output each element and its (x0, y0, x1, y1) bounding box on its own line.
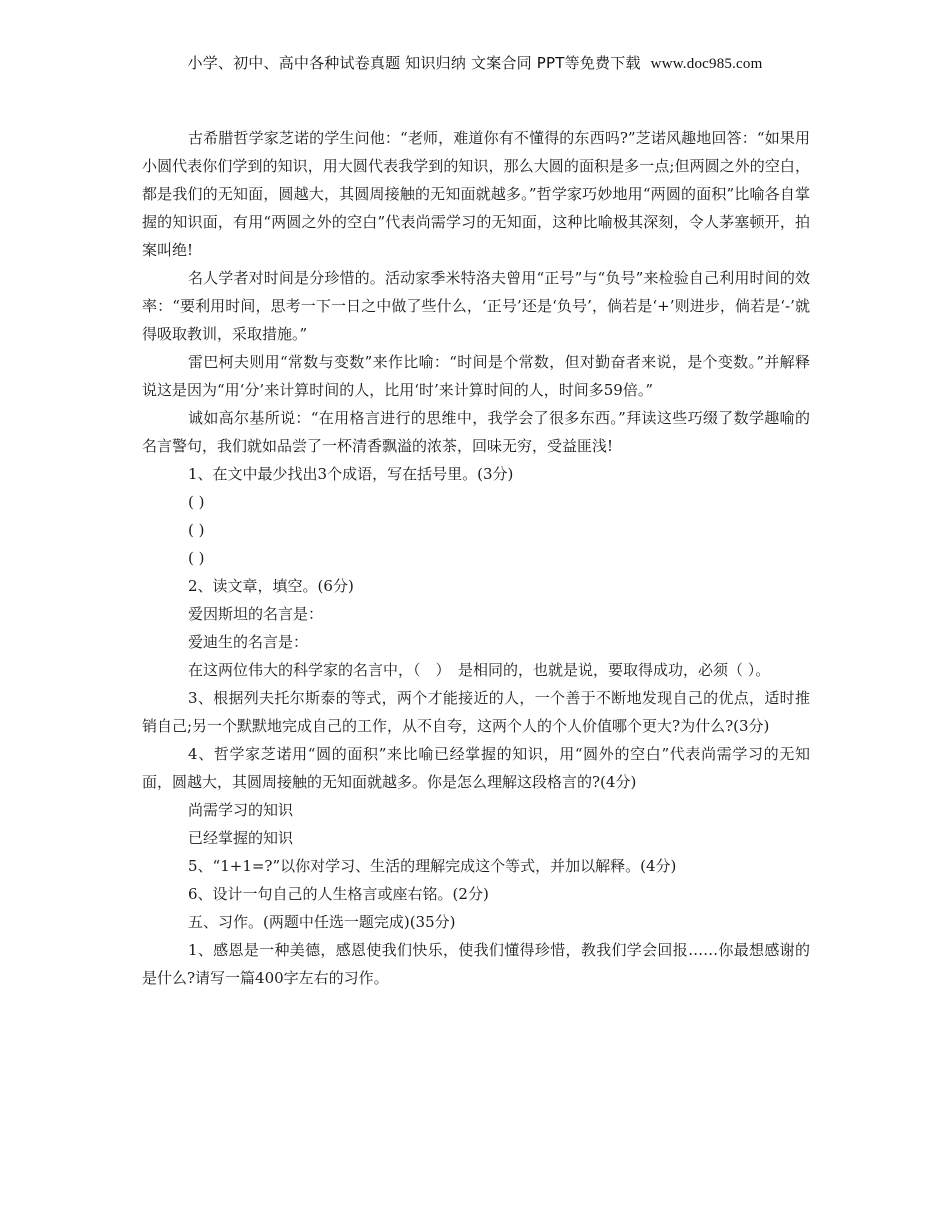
question-2-fill: 在这两位伟大的科学家的名言中，（ ） 是相同的，也就是说，要取得成功，必须（ ）。 (188, 661, 771, 679)
header-text: 小学、初中、高中各种试卷真题 知识归纳 文案合同 PPT等免费下载 (187, 54, 641, 72)
document-body (142, 124, 810, 992)
question-5: 5、“1+1=?”以你对学习、生活的理解完成这个等式，并加以解释。(4分) (188, 857, 677, 875)
article-paragraph-4: 诚如高尔基所说：“在用格言进行的思维中，我学会了很多东西。”拜读这些巧缀了数学趣喻的名言警句，我们就如品尝了一杯清香飘溢的浓茶，回味无穷，受益匪浅! (142, 409, 810, 455)
article-paragraph-1: 古希腊哲学家芝诺的学生问他：“老师，难道你有不懂得的东西吗?”芝诺风趣地回答：“如果用小圆代表你们学到的知识，用大圆代表我学到的知识，那么大圆的面积是多一点;但两圆之外的空白，都是我们的无知面，圆越大，其圆周接触的无知面就越多。”哲学家巧妙地用“两圆的面积”比喻各自掌握的知识面，有用“两圆之外的空白”代表尚需学习的无知面，这种比喻极其深刻，令人茅塞顿开，拍案叫绝! (142, 129, 810, 259)
question-3: 3、根据列夫托尔斯泰的等式，两个才能接近的人，一个善于不断地发现自己的优点，适时推销自己;另一个默默地完成自己的工作，从不自夸，这两个人的个人价值哪个更大?为什么?(3分) (142, 689, 810, 735)
question-6: 6、设计一句自己的人生格言或座右铭。(2分) (188, 885, 489, 903)
section-5-task-1: 1、感恩是一种美德，感恩使我们快乐，使我们懂得珍惜，教我们学会回报……你最想感谢的是什么?请写一篇400字左右的习作。 (142, 941, 810, 987)
article-paragraph-2: 名人学者对时间是分珍惜的。活动家季米特洛夫曾用“正号”与“负号”来检验自己利用时间的效率：“要利用时间，思考一下一日之中做了些什么，‘正号’还是‘负号’，倘若是‘+’则进步，倘若是‘-’就得吸取教训，采取措施。” (142, 269, 810, 343)
question-2-einstein: 爱因斯坦的名言是： (188, 605, 324, 623)
article-paragraph-3: 雷巴柯夫则用“常数与变数”来作比喻：“时间是个常数，但对勤奋者来说，是个变数。”并解释说这是因为“用‘分’来计算时间的人，比用‘时’来计算时间的人，时间多59倍。” (142, 353, 810, 399)
section-5-title: 五、习作。(两题中任选一题完成)(35分) (188, 913, 456, 931)
question-4-label-unknown: 尚需学习的知识 (188, 801, 294, 819)
question-2: 2、读文章，填空。(6分) (188, 577, 354, 595)
page-header (0, 52, 950, 73)
question-1: 1、在文中最少找出3个成语，写在括号里。(3分) (188, 465, 514, 483)
answer-blank-2: ( ) (188, 521, 205, 539)
answer-blank-1: ( ) (188, 493, 205, 511)
question-4-label-known: 已经掌握的知识 (188, 829, 294, 847)
question-4: 4、哲学家芝诺用“圆的面积”来比喻已经掌握的知识，用“圆外的空白”代表尚需学习的无知面，圆越大，其圆周接触的无知面就越多。你是怎么理解这段格言的?(4分) (142, 745, 810, 791)
question-2-edison: 爱迪生的名言是： (188, 633, 309, 651)
answer-blank-3: ( ) (188, 549, 205, 567)
header-site-link[interactable]: www.doc985.com (650, 56, 763, 72)
